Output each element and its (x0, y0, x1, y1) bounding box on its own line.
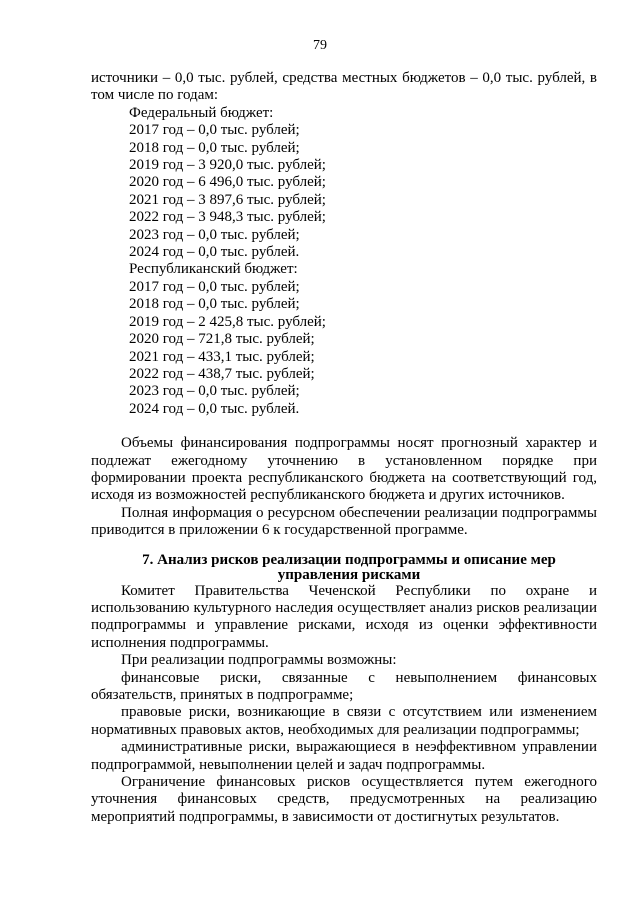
federal-item: 2018 год – 0,0 тыс. рублей; (129, 139, 300, 156)
financing-volumes-paragraph: Объемы финансирования подпрограммы носят прогнозный характер и подлежат ежегодному уточнению в установленном порядке при формировании проекта республиканского бюджета на соответствующий год, исходя из возможностей республиканского бюджета и других источников. (91, 435, 597, 504)
spacer (91, 418, 597, 435)
federal-budget-title: Федеральный бюджет: (129, 104, 274, 121)
republican-item: 2018 год – 0,0 тыс. рублей; (129, 296, 300, 313)
republican-item: 2023 год – 0,0 тыс. рублей; (129, 383, 300, 400)
republican-budget-list (91, 261, 597, 418)
federal-item: 2019 год – 3 920,0 тыс. рублей; (129, 157, 326, 174)
republican-item: 2024 год – 0,0 тыс. рублей. (129, 400, 300, 417)
republican-item: 2021 год – 433,1 тыс. рублей; (129, 348, 315, 365)
republican-item: 2020 год – 721,8 тыс. рублей; (129, 331, 315, 348)
administrative-risks-paragraph: административные риски, выражающиеся в неэффективном управлении подпрограммой, невыполнении целей и задач подпрограммы. (91, 739, 597, 773)
risk-limitation-paragraph: Ограничение финансовых рисков осуществляется путем ежегодного уточнения финансовых средств, предусмотренных на реализацию мероприятий подпрограммы, в зависимости от достигнутых результатов. (91, 774, 597, 825)
section-heading (91, 553, 597, 583)
republican-item: 2022 год – 438,7 тыс. рублей; (129, 365, 315, 382)
page-number: 79 (313, 38, 327, 53)
federal-item: 2021 год – 3 897,6 тыс. рублей; (129, 191, 326, 208)
section-heading-line-2: управления рисками (277, 566, 421, 583)
federal-item: 2020 год – 6 496,0 тыс. рублей; (129, 174, 326, 191)
federal-item: 2017 год – 0,0 тыс. рублей; (129, 122, 300, 139)
risks-intro-paragraph: При реализации подпрограммы возможны: (121, 652, 397, 669)
resource-info-paragraph: Полная информация о ресурсном обеспечении реализации подпрограммы приводится в приложении 6 к государственной программе. (91, 504, 597, 539)
federal-item: 2022 год – 3 948,3 тыс. рублей; (129, 209, 326, 226)
financial-risks-paragraph: финансовые риски, связанные с невыполнением финансовых обязательств, принятых в подпрограмме; (91, 669, 597, 703)
republican-item: 2019 год – 2 425,8 тыс. рублей; (129, 313, 326, 330)
committee-paragraph: Комитет Правительства Чеченской Республики по охране и использованию культурного наследия осуществляет анализ рисков реализации подпрограммы и управление рисками, исходя из оценки эффективности исполнения подпрограммы. (91, 582, 597, 651)
federal-budget-list (91, 105, 597, 262)
intro-line-1: источники – 0,0 тыс. рублей, средства местных бюджетов – 0,0 тыс. рублей, в (91, 70, 597, 86)
intro-line-2: том числе по годам: (91, 87, 219, 104)
federal-item: 2024 год – 0,0 тыс. рублей. (129, 244, 300, 261)
federal-item: 2023 год – 0,0 тыс. рублей; (129, 226, 300, 243)
spacer (91, 540, 597, 553)
section-heading-line-1: 7. Анализ рисков реализации подпрограммы и описание мер (142, 551, 556, 568)
republican-item: 2017 год – 0,0 тыс. рублей; (129, 278, 300, 295)
legal-risks-paragraph: правовые риски, возникающие в связи с отсутствием или изменением нормативных правовых актов, необходимых для реализации подпрограммы; (91, 704, 597, 738)
page-body (91, 70, 597, 826)
republican-budget-title: Республиканский бюджет: (129, 261, 298, 278)
